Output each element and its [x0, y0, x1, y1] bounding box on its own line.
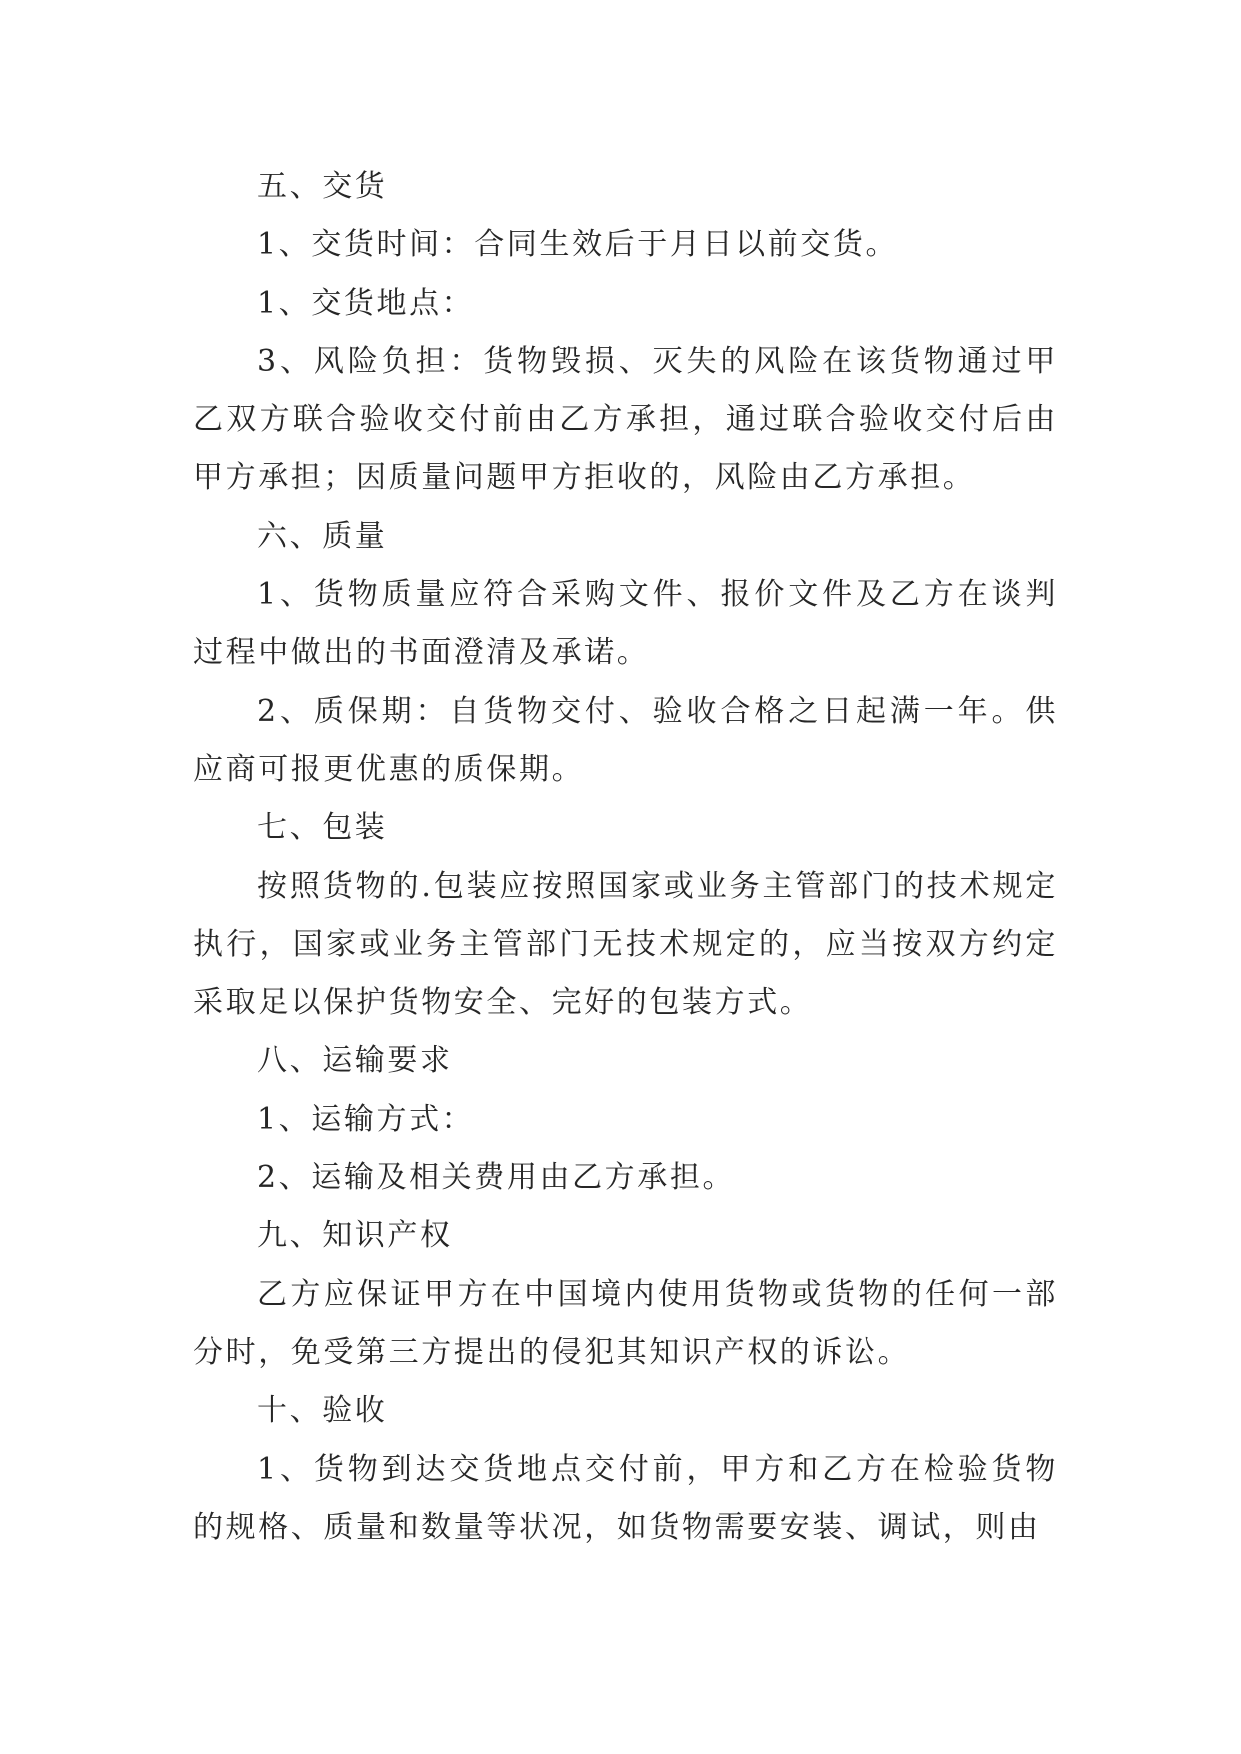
clause-delivery-place: 1、交货地点： — [257, 285, 475, 321]
clause-acceptance: 1、货物到达交货地点交付前，甲方和乙方在检验货物的规格、质量和数量等状况，如货物需要安装、调试，则由 — [193, 1451, 1058, 1545]
section-heading-delivery: 五、交货 — [257, 169, 388, 204]
clause-transport-costs: 2、运输及相关费用由乙方承担。 — [257, 1160, 736, 1196]
clause-quality-standard: 1、货物质量应符合采购文件、报价文件及乙方在谈判过程中做出的书面澄清及承诺。 — [193, 577, 1058, 671]
section-heading-acceptance: 十、验收 — [257, 1393, 388, 1429]
section-heading-ip: 九、知识产权 — [257, 1218, 453, 1254]
section-heading-quality: 六、质量 — [257, 518, 388, 554]
clause-transport-method: 1、运输方式： — [257, 1101, 475, 1137]
section-heading-transport: 八、运输要求 — [257, 1043, 453, 1079]
section-heading-packaging: 七、包装 — [257, 810, 388, 846]
document-body — [193, 158, 1058, 1557]
clause-packaging: 按照货物的.包装应按照国家或业务主管部门的技术规定执行，国家或业务主管部门无技术规定的，应当按双方约定采取足以保护货物安全、完好的包装方式。 — [193, 868, 1058, 1021]
clause-ip: 乙方应保证甲方在中国境内使用货物或货物的任何一部分时，免受第三方提出的侵犯其知识产权的诉讼。 — [193, 1276, 1058, 1370]
clause-delivery-time: 1、交货时间：合同生效后于月日以前交货。 — [257, 227, 899, 263]
clause-risk-bearing: 3、风险负担：货物毁损、灭失的风险在该货物通过甲乙双方联合验收交付前由乙方承担，通过联合验收交付后由甲方承担；因质量问题甲方拒收的，风险由乙方承担。 — [193, 343, 1058, 496]
clause-warranty-period: 2、质保期：自货物交付、验收合格之日起满一年。供应商可报更优惠的质保期。 — [193, 693, 1058, 787]
